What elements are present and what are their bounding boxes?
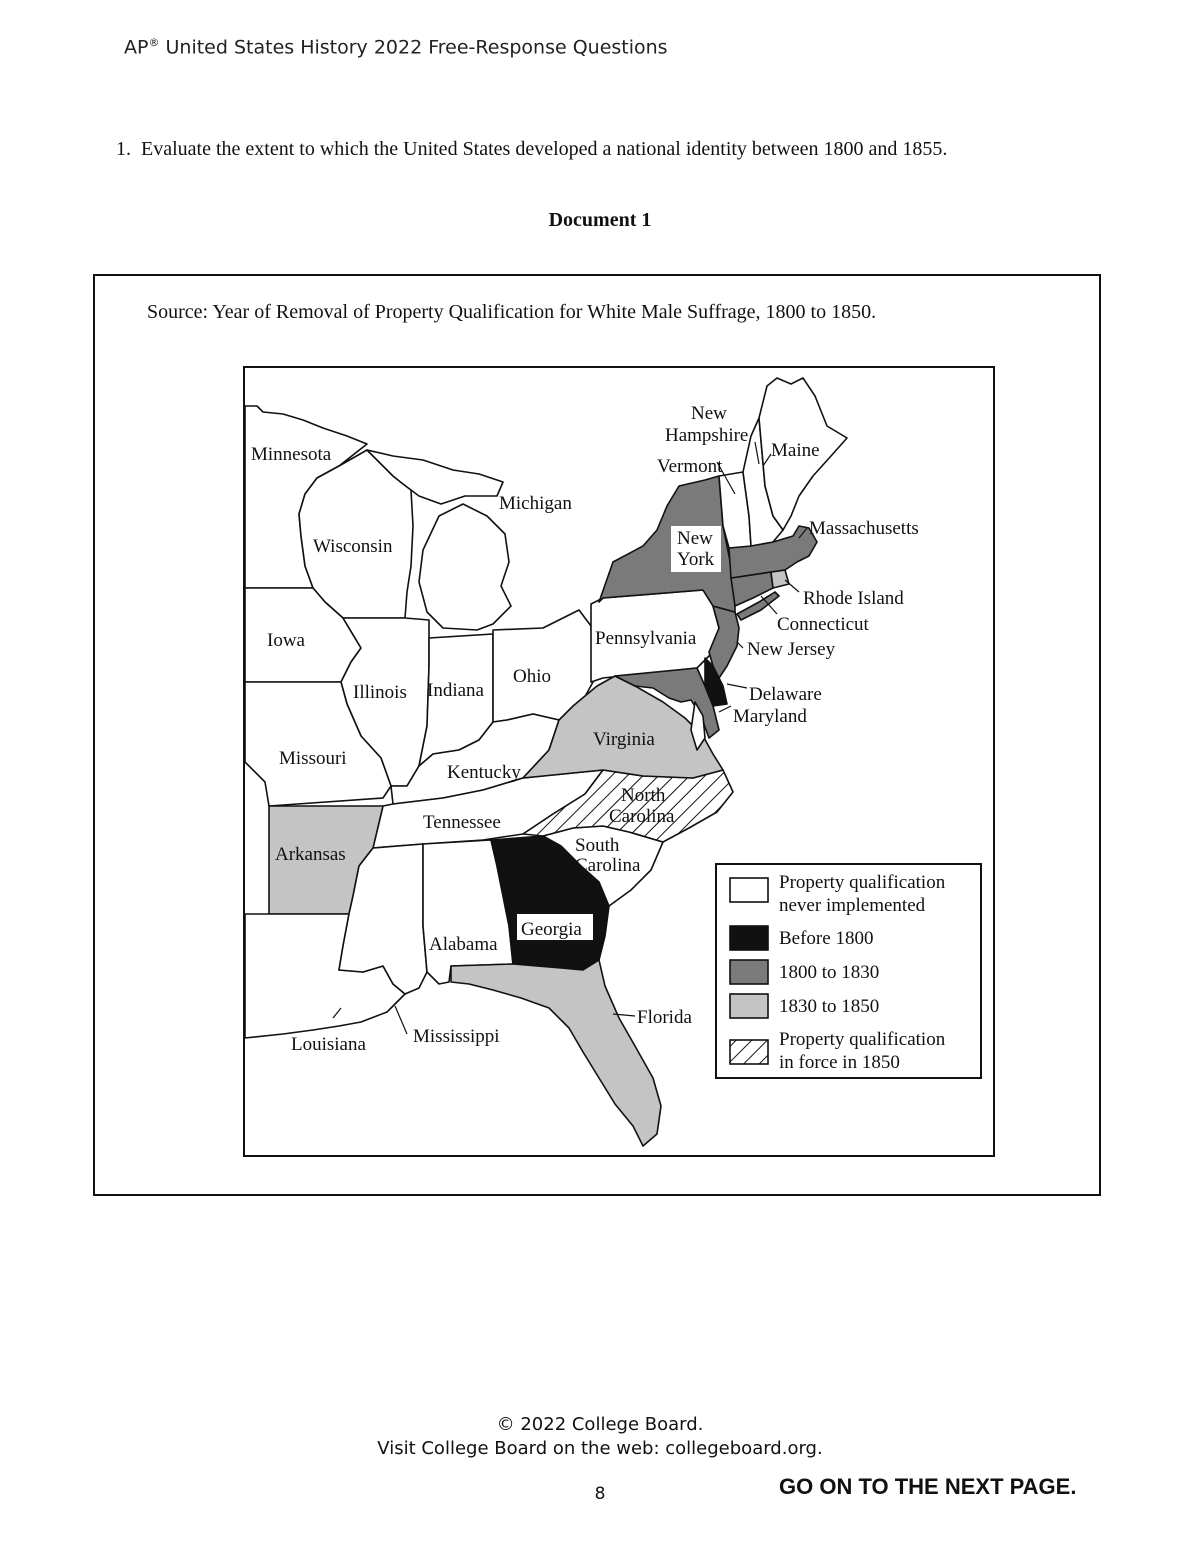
label-north-carolina-1: North: [621, 785, 666, 806]
label-new-hampshire-1: New: [691, 403, 727, 424]
legend-in-force-line2: in force in 1850: [779, 1052, 900, 1073]
label-wisconsin: Wisconsin: [313, 536, 393, 557]
legend-1800-1830: 1800 to 1830: [779, 962, 880, 983]
label-louisiana: Louisiana: [291, 1034, 366, 1055]
legend-never-line2: never implemented: [779, 895, 926, 916]
label-connecticut: Connecticut: [777, 614, 869, 635]
label-tennessee: Tennessee: [423, 812, 501, 833]
label-rhode-island: Rhode Island: [803, 588, 904, 609]
page-header: [124, 36, 668, 58]
visit-line: Visit College Board on the web: collegeboard.org.: [377, 1438, 823, 1459]
legend-in-force-line1: Property qualification: [779, 1029, 946, 1050]
label-virginia: Virginia: [593, 729, 655, 750]
legend-swatch-in-force: [730, 1040, 768, 1064]
legend-1830-1850: 1830 to 1850: [779, 996, 880, 1017]
suffrage-map: [243, 366, 995, 1157]
label-maryland: Maryland: [733, 706, 807, 727]
label-south-carolina-2: Carolina: [575, 855, 641, 876]
legend-swatch-never: [730, 878, 768, 902]
question-text: Evaluate the extent to which the United States developed a national identity between 1800 and 1855.: [141, 138, 948, 160]
header-title: United States History 2022 Free-Response Questions: [159, 36, 668, 59]
label-alabama: Alabama: [429, 934, 498, 955]
label-georgia: Georgia: [521, 919, 582, 940]
page-number: 8: [594, 1484, 606, 1504]
label-ohio: Ohio: [513, 666, 551, 687]
label-new-york-2: York: [677, 549, 715, 570]
label-north-carolina-2: Carolina: [609, 806, 675, 827]
legend-swatch-1830-1850: [730, 994, 768, 1018]
state-rhode-island: [771, 570, 789, 588]
label-massachusetts: Massachusetts: [809, 518, 919, 539]
legend-swatch-1800-1830: [730, 960, 768, 984]
label-delaware: Delaware: [749, 684, 822, 705]
label-new-hampshire-2: Hampshire: [665, 425, 749, 446]
label-maine: Maine: [771, 440, 820, 461]
label-michigan: Michigan: [499, 493, 572, 514]
label-vermont: Vermont: [657, 456, 723, 477]
label-kentucky: Kentucky: [447, 762, 521, 783]
question-number: 1.: [116, 138, 131, 160]
question: [116, 138, 947, 161]
label-south-carolina-1: South: [575, 835, 620, 856]
label-new-jersey: New Jersey: [747, 639, 836, 660]
legend-before-1800: Before 1800: [779, 928, 874, 949]
copyright-line: © 2022 College Board.: [496, 1414, 704, 1435]
label-mississippi: Mississippi: [413, 1026, 500, 1047]
label-iowa: Iowa: [267, 630, 305, 651]
label-missouri: Missouri: [279, 748, 347, 769]
legend-swatch-before-1800: [730, 926, 768, 950]
label-arkansas: Arkansas: [275, 844, 346, 865]
legend-never-line1: Property qualification: [779, 872, 946, 893]
document-source: Source: Year of Removal of Property Qualification for White Male Suffrage, 1800 to 1850.: [147, 301, 877, 323]
document-title: Document 1: [548, 209, 652, 231]
label-pennsylvania: Pennsylvania: [595, 628, 697, 649]
label-minnesota: Minnesota: [251, 444, 332, 465]
label-illinois: Illinois: [353, 682, 407, 703]
registered-mark: ®: [148, 36, 160, 49]
label-new-york-1: New: [677, 528, 713, 549]
map-legend: [716, 864, 981, 1078]
label-florida: Florida: [637, 1007, 692, 1028]
next-page-notice: GO ON TO THE NEXT PAGE.: [779, 1474, 1077, 1499]
header-prefix: AP: [124, 36, 149, 59]
label-indiana: Indiana: [427, 680, 484, 701]
